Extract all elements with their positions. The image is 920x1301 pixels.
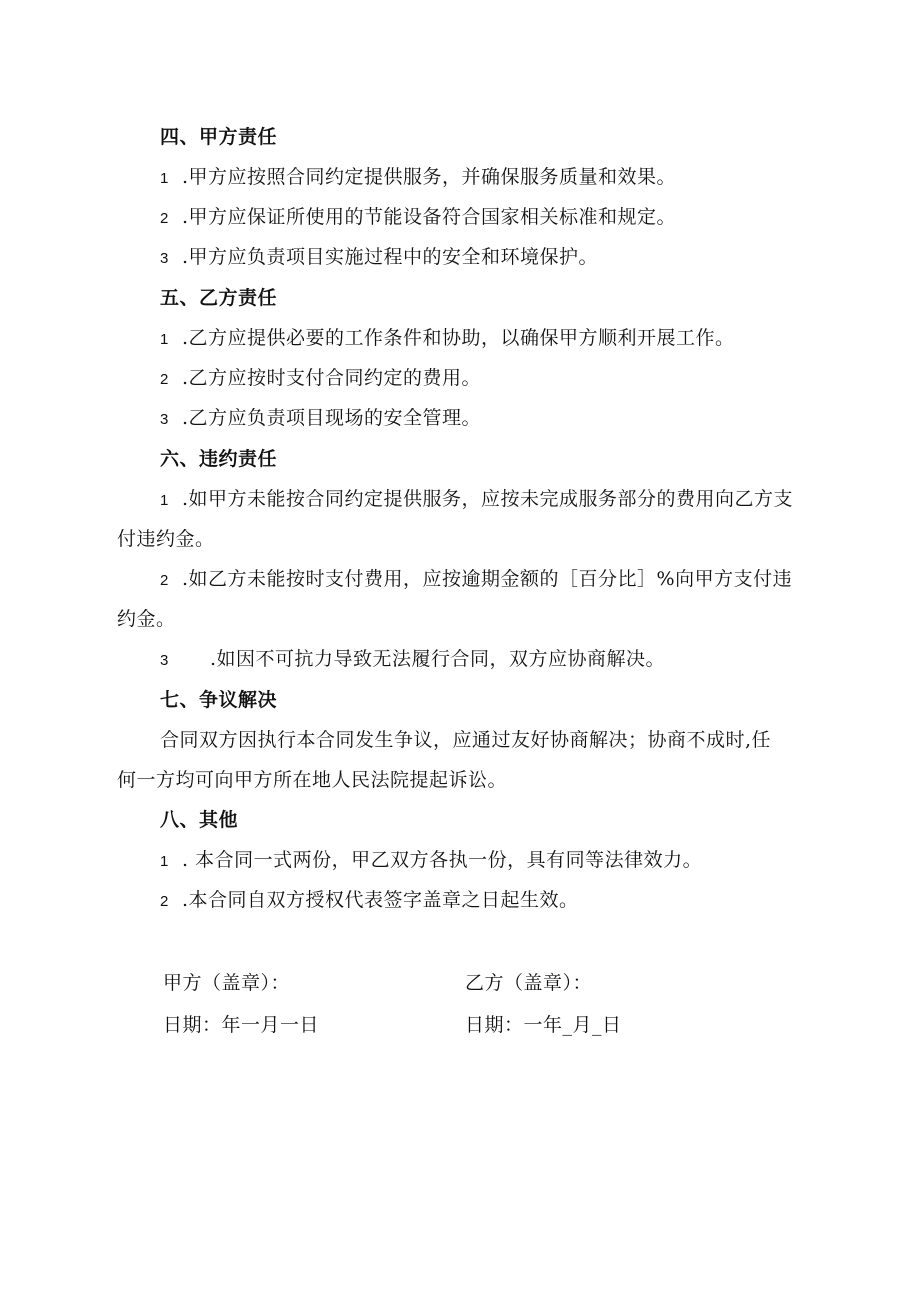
clause-number: 3: [160, 411, 169, 428]
clause-4-3: [160, 244, 598, 272]
clause-number: 3: [160, 652, 169, 669]
section-heading-7: 七、争议解决: [160, 689, 278, 711]
clause-text: .本合同自双方授权代表签字盖章之日起生效。: [182, 889, 579, 911]
clause-5-1: [160, 325, 735, 353]
section-heading-4: 四、甲方责任: [160, 126, 278, 148]
clause-6-1-continued: 付违约金。: [117, 528, 215, 550]
clause-text: .甲方应保证所使用的节能设备符合国家相关标准和规定。: [182, 206, 677, 228]
clause-4-1: [160, 164, 676, 192]
clause-text: .如乙方未能按时支付费用，应按逾期金额的［百分比］%向甲方支付违: [182, 568, 793, 590]
dispute-paragraph: 合同双方因执行本合同发生争议，应通过友好协商解决；协商不成时,任: [160, 729, 772, 751]
clause-number: 1: [160, 853, 169, 870]
clause-text: .如因不可抗力导致无法履行合同，双方应协商解决。: [210, 648, 666, 670]
clause-number: 3: [160, 250, 169, 267]
clause-text: .如甲方未能按合同约定提供服务，应按未完成服务部分的费用向乙方支: [182, 488, 794, 510]
dispute-paragraph-continued: 何一方均可向甲方所在地人民法院提起诉讼。: [117, 769, 508, 791]
party-b-seal-label: 乙方（盖章）：: [465, 972, 593, 994]
clause-8-2: [160, 887, 579, 915]
clause-number: 1: [160, 492, 169, 509]
clause-4-2: [160, 204, 676, 232]
clause-text: .甲方应按照合同约定提供服务，并确保服务质量和效果。: [182, 166, 677, 188]
clause-number: 2: [160, 210, 169, 227]
section-heading-5: 五、乙方责任: [160, 287, 278, 309]
clause-text: .乙方应提供必要的工作条件和协助，以确保甲方顺利开展工作。: [182, 327, 735, 349]
section-heading-8: 八、其他: [160, 809, 239, 831]
clause-number: 2: [160, 893, 169, 910]
clause-number: 1: [160, 331, 169, 348]
clause-number: 1: [160, 170, 169, 187]
clause-6-3: [160, 646, 665, 674]
party-b-date: 日期：一年_月_日: [465, 1014, 622, 1036]
clause-text: .乙方应负责项目现场的安全管理。: [182, 407, 482, 429]
clause-6-2: [160, 566, 792, 594]
party-a-seal-label: 甲方（盖章）：: [163, 972, 291, 994]
clause-text: .乙方应按时支付合同约定的费用。: [182, 367, 482, 389]
party-a-date: 日期：年一月一日: [163, 1014, 320, 1036]
clause-5-3: [160, 405, 481, 433]
clause-5-2: [160, 365, 481, 393]
clause-text: .甲方应负责项目实施过程中的安全和环境保护。: [182, 246, 599, 268]
clause-number: 2: [160, 572, 169, 589]
clause-number: 2: [160, 371, 169, 388]
clause-text: . 本合同一式两份，甲乙双方各执一份，具有同等法律效力。: [182, 849, 703, 871]
section-heading-6: 六、违约责任: [160, 448, 278, 470]
clause-8-1: [160, 847, 702, 875]
clause-6-2-continued: 约金。: [117, 608, 176, 630]
clause-6-1: [160, 486, 793, 514]
